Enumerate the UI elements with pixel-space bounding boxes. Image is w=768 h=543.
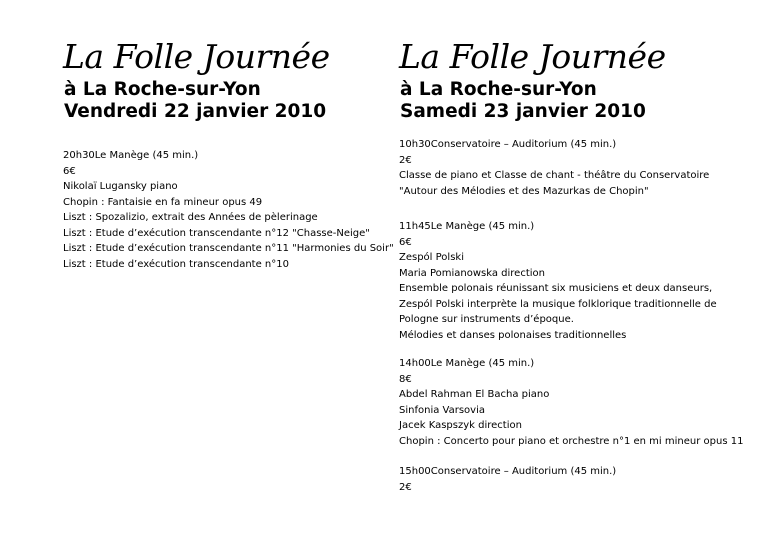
event-description-line: "Autour des Mélodies et des Mazurkas de Chopin" xyxy=(399,185,649,197)
event-program-line: Chopin : Fantaisie en fa mineur opus 49 xyxy=(63,196,263,208)
event-performer: Abdel Rahman El Bacha piano xyxy=(399,389,550,400)
event-performer: Nikolaï Lugansky piano xyxy=(63,181,178,192)
event-time-venue: 11h45Le Manège (45 min.) xyxy=(399,221,535,232)
event-program-line: Liszt : Spozalizio, extrait des Années de pèlerinage xyxy=(63,212,318,223)
city-heading: à La Roche-sur-Yon xyxy=(400,79,597,100)
date-heading: Samedi 23 janvier 2010 xyxy=(400,101,646,122)
festival-title: La Folle Journée xyxy=(63,37,330,76)
event-block xyxy=(399,137,759,199)
event-description-line: Classe de piano et Classe de chant - théâtre du Conservatoire xyxy=(399,170,710,181)
event-description-line: Ensemble polonais réunissant six musiciens et deux danseurs, xyxy=(399,283,713,294)
event-block xyxy=(63,148,393,272)
event-price: 2€ xyxy=(399,154,412,166)
event-price: 8€ xyxy=(399,373,412,385)
event-program-line: Liszt : Etude d’exécution transcendante n°10 xyxy=(63,258,289,270)
event-time-venue: 20h30Le Manège (45 min.) xyxy=(63,150,199,161)
event-performer: Maria Pomianowska direction xyxy=(399,267,545,279)
event-price: 6€ xyxy=(399,236,412,248)
festival-title: La Folle Journée xyxy=(399,37,666,76)
event-time-venue: 14h00Le Manège (45 min.) xyxy=(399,358,535,369)
city-heading: à La Roche-sur-Yon xyxy=(64,79,261,100)
event-description-line: Zespól Polski interprète la musique folklorique traditionnelle de xyxy=(399,298,717,310)
date-heading: Vendredi 22 janvier 2010 xyxy=(64,101,327,122)
event-block xyxy=(399,464,759,495)
event-block xyxy=(399,356,759,449)
event-price: 2€ xyxy=(399,481,412,493)
event-performer: Jacek Kaspszyk direction xyxy=(399,420,522,431)
event-description-line: Pologne sur instruments d’époque. xyxy=(399,314,574,325)
event-time-venue: 15h00Conservatoire – Auditorium (45 min.) xyxy=(399,466,617,477)
event-performer: Zespól Polski xyxy=(399,252,464,263)
event-price: 6€ xyxy=(63,165,76,177)
event-block xyxy=(399,219,759,343)
event-program-line: Liszt : Etude d’exécution transcendante n°12 "Chasse-Neige" xyxy=(63,227,370,239)
event-program-line: Chopin : Concerto pour piano et orchestre n°1 en mi mineur opus 11 xyxy=(399,435,744,447)
event-time-venue: 10h30Conservatoire – Auditorium (45 min.) xyxy=(399,139,617,150)
event-description-line: Mélodies et danses polonaises traditionnelles xyxy=(399,329,627,341)
event-performer: Sinfonia Varsovia xyxy=(399,404,485,416)
event-program-line: Liszt : Etude d’exécution transcendante n°11 "Harmonies du Soir" xyxy=(63,243,394,254)
